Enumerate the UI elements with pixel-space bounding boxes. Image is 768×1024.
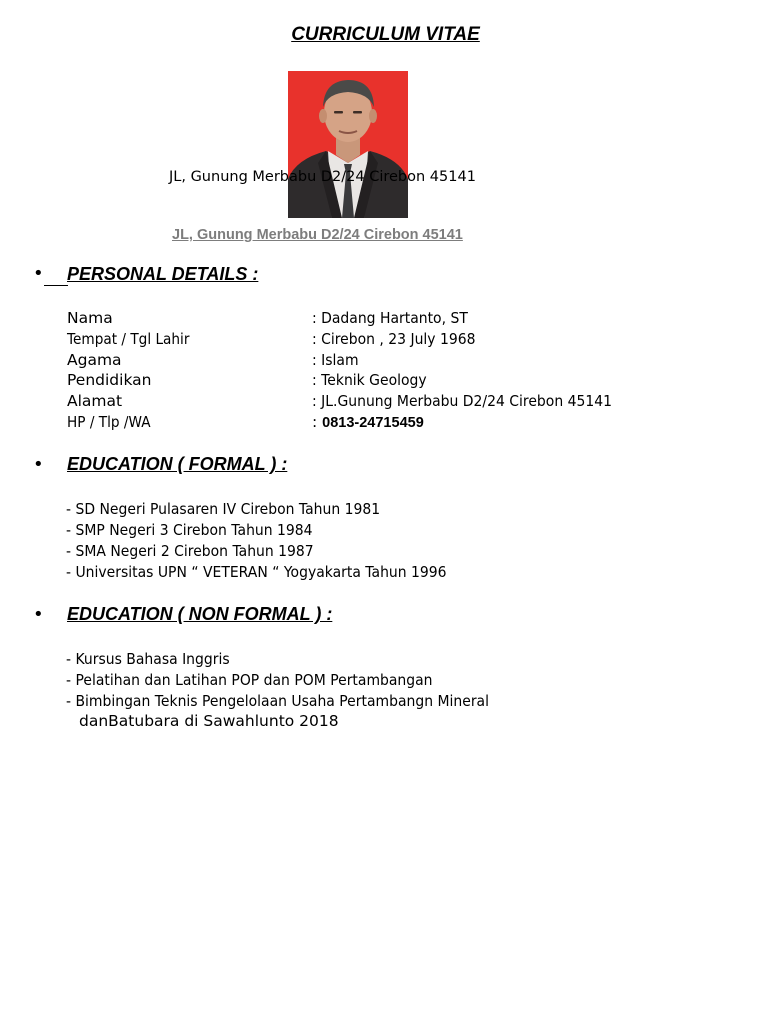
detail-label: Nama [67, 309, 113, 327]
detail-value: : Teknik Geology [312, 371, 427, 389]
list-item: - Universitas UPN “ VETERAN “ Yogyakarta Tahun 1996 [66, 563, 447, 581]
section-heading-nonformal: EDUCATION ( NON FORMAL ) : [67, 604, 333, 624]
list-item: - Kursus Bahasa Inggris [66, 650, 230, 668]
list-item: - Pelatihan dan Latihan POP dan POM Pertambangan [66, 671, 433, 689]
detail-label: Tempat / Tgl Lahir [67, 330, 190, 348]
list-item: - SMA Negeri 2 Cirebon Tahun 1987 [66, 542, 314, 560]
detail-label: Agama [67, 351, 122, 369]
bullet: • [33, 604, 44, 625]
detail-value: : Dadang Hartanto, ST [312, 309, 468, 327]
list-item: - SD Negeri Pulasaren IV Cirebon Tahun 1981 [66, 500, 381, 518]
detail-value: : JL.Gunung Merbabu D2/24 Cirebon 45141 [312, 392, 612, 410]
underline-lead [44, 266, 68, 286]
detail-label: HP / Tlp /WA [67, 413, 151, 431]
phone-number: 0813-24715459 [322, 415, 424, 431]
list-item-continuation: danBatubara di Sawahlunto 2018 [79, 712, 339, 730]
detail-label: Pendidikan [67, 371, 152, 389]
document-title: CURRICULUM VITAE [291, 24, 480, 45]
address-line-shadow: JL, Gunung Merbabu D2/24 Cirebon 45141 [172, 227, 463, 243]
detail-label: Alamat [67, 392, 123, 410]
list-item: - Bimbingan Teknis Pengelolaan Usaha Pertambangn Mineral [66, 692, 489, 710]
section-heading-personal: PERSONAL DETAILS : [67, 264, 259, 284]
detail-value [312, 413, 424, 431]
detail-value: : Islam [312, 351, 359, 369]
detail-value: : Cirebon , 23 July 1968 [312, 330, 476, 348]
bullet: • [33, 454, 44, 475]
address-line: JL, Gunung Merbabu D2/24 Cirebon 45141 [169, 169, 476, 185]
bullet: • [33, 263, 44, 284]
profile-photo [288, 71, 408, 218]
detail-value-prefix: : [312, 413, 323, 431]
section-heading-formal: EDUCATION ( FORMAL ) : [67, 454, 288, 474]
list-item: - SMP Negeri 3 Cirebon Tahun 1984 [66, 521, 313, 539]
